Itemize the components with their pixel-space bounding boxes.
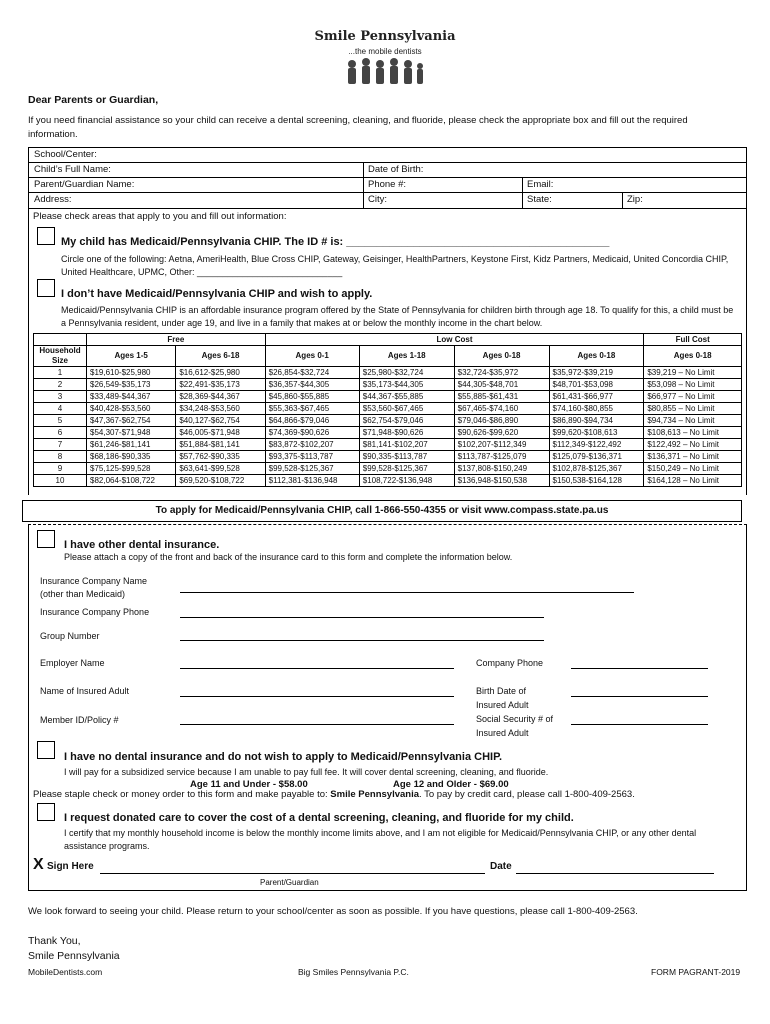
income-cell: $136,948-$150,538 (454, 475, 549, 487)
footer-form-id: FORM PAGRANT-2019 (651, 967, 741, 977)
income-cell: $33,489-$44,367 (87, 391, 176, 403)
household-size-cell: 1 (34, 367, 87, 379)
divider (522, 178, 523, 208)
label-birth-date: Birth Date of (476, 686, 527, 696)
zip-field[interactable]: Zip: (627, 194, 643, 205)
fee-under-11: Age 11 and Under - $58.00 (190, 779, 308, 790)
table-row (34, 463, 742, 475)
household-size-cell: 10 (34, 475, 87, 487)
income-cell: $102,207-$112,349 (454, 439, 549, 451)
income-cell: $122,492 – No Limit (644, 439, 742, 451)
divider (363, 163, 364, 208)
checkbox-other-insurance[interactable] (37, 530, 55, 548)
option-no-insurance-body: I will pay for a subsidized service because I am unable to pay full fee. It will cover dental screening, cleaning, and fluoride. (64, 767, 549, 777)
income-cell: $102,878-$125,367 (549, 463, 644, 475)
employer-name-input[interactable] (180, 667, 454, 669)
income-cell: $28,369-$44,367 (176, 391, 265, 403)
option-no-insurance-title: I have no dental insurance and do not wish to apply to Medicaid/Pennsylvania CHIP. (64, 751, 503, 763)
city-field[interactable]: City: (368, 194, 387, 205)
income-cell: $26,549-$35,173 (87, 379, 176, 391)
checkbox-apply-chip[interactable] (37, 279, 55, 297)
income-cell: $44,305-$48,701 (454, 379, 549, 391)
income-cell: $150,538-$164,128 (549, 475, 644, 487)
birth-date-input[interactable] (571, 695, 708, 697)
income-cell: $54,307-$71,948 (87, 427, 176, 439)
label-company-name-note: (other than Medicaid) (40, 589, 126, 599)
state-field[interactable]: State: (527, 194, 552, 205)
email-field[interactable]: Email: (527, 179, 554, 190)
school-field[interactable]: School/Center: (34, 149, 97, 160)
income-cell: $75,125-$99,528 (87, 463, 176, 475)
option-donated-body: I certify that my monthly household income is below the monthly income limits above, and I am not eligible for Medicaid/Pennsylvania CHIP, or any other dental assistance programs. (64, 828, 697, 851)
household-size-cell: 8 (34, 451, 87, 463)
divider (622, 193, 623, 208)
member-id-input[interactable] (180, 723, 454, 725)
income-cell: $48,701-$53,098 (549, 379, 644, 391)
intro-text: If you need financial assistance so your child can receive a dental screening, cleaning, and fluoride, please check the appropriate box and fill out the required information. (28, 115, 688, 140)
logo-brand: Smile Pennsylvania (314, 29, 456, 44)
option-apply-title: I don’t have Medicaid/Pennsylvania CHIP and wish to apply. (61, 288, 373, 300)
label-company-name: Insurance Company Name (40, 576, 148, 586)
checkbox-donated-care[interactable] (37, 803, 55, 821)
parent-guardian-label: Parent/Guardian (260, 878, 319, 887)
logo (314, 22, 456, 88)
income-cell: $74,369-$90,626 (265, 427, 359, 439)
label-company-phone: Insurance Company Phone (40, 607, 150, 617)
income-cell: $26,854-$32,724 (265, 367, 359, 379)
income-cell: $64,866-$79,046 (265, 415, 359, 427)
info-row-parent (29, 178, 746, 193)
fee-over-12: Age 12 and Older - $69.00 (393, 779, 509, 790)
option-other-insurance-body: Please attach a copy of the front and back of the insurance card to this form and complete the information below. (64, 552, 513, 562)
income-cell: $125,079-$136,371 (549, 451, 644, 463)
income-cell: $35,972-$39,219 (549, 367, 644, 379)
logo-tagline: ...the mobile dentists (348, 47, 422, 56)
col-header: Ages 0-18 (454, 346, 549, 367)
income-cell: $46,005-$71,948 (176, 427, 265, 439)
table-header-row (34, 346, 742, 367)
label-employer-name: Employer Name (40, 658, 105, 668)
income-cell: $67,465-$74,160 (454, 403, 549, 415)
table-row (34, 415, 742, 427)
option-apply-body: Medicaid/Pennsylvania CHIP is an affordable insurance program offered by the State of Pennsylvania for children birth through age 18. To qualify for this, a child must be a Pennsylvania resident, under age 19, and live in a family that makes at or below the monthly income in the chart below. (61, 305, 734, 328)
staple-text: Please staple check or money order to this form and make payable to: (33, 789, 328, 800)
option-other-insurance-title: I have other dental insurance. (64, 539, 220, 551)
thank-you: Thank You, (28, 935, 81, 947)
apply-banner: To apply for Medicaid/Pennsylvania CHIP, call 1-866-550-4355 or visit www.compass.state.pa.us (22, 500, 742, 522)
income-cell: $99,528-$125,367 (265, 463, 359, 475)
income-table (33, 333, 742, 487)
income-cell: $112,381-$136,948 (265, 475, 359, 487)
income-cell: $44,367-$55,885 (359, 391, 454, 403)
table-corner (34, 334, 87, 346)
income-cell: $55,885-$61,431 (454, 391, 549, 403)
table-row (34, 367, 742, 379)
income-cell: $16,612-$25,980 (176, 367, 265, 379)
sign-x: X (33, 856, 44, 873)
income-cell: $150,249 – No Limit (644, 463, 742, 475)
income-cell: $55,363-$67,465 (265, 403, 359, 415)
footer-company: Big Smiles Pennsylvania P.C. (298, 967, 409, 977)
income-cell: $63,641-$99,528 (176, 463, 265, 475)
col-household: Household Size (34, 346, 87, 367)
income-cell: $39,219 – No Limit (644, 367, 742, 379)
income-cell: $68,186-$90,335 (87, 451, 176, 463)
income-cell: $71,948-$90,626 (359, 427, 454, 439)
income-cell: $83,872-$102,207 (265, 439, 359, 451)
income-cell: $137,808-$150,249 (454, 463, 549, 475)
group-full-cost: Full Cost (644, 334, 742, 346)
household-size-cell: 9 (34, 463, 87, 475)
table-row (34, 391, 742, 403)
income-cell: $81,141-$102,207 (359, 439, 454, 451)
table-row (34, 379, 742, 391)
income-cell: $108,613 – No Limit (644, 427, 742, 439)
income-cell: $79,046-$86,890 (454, 415, 549, 427)
col-header: Ages 1-18 (359, 346, 454, 367)
income-cell: $40,127-$62,754 (176, 415, 265, 427)
income-cell: $36,357-$44,305 (265, 379, 359, 391)
income-cell: $19,610-$25,980 (87, 367, 176, 379)
group-low-cost: Low Cost (265, 334, 644, 346)
ssn-input[interactable] (571, 723, 708, 725)
income-cell: $47,367-$62,754 (87, 415, 176, 427)
info-row-school (29, 148, 746, 163)
closing-text: We look forward to seeing your child. Please return to your school/center as soon as possible. If you have questions, please call 1-800-409-2563. (28, 906, 638, 917)
group-number-input[interactable] (180, 639, 544, 641)
income-cell: $112,349-$122,492 (549, 439, 644, 451)
income-cell: $80,855 – No Limit (644, 403, 742, 415)
income-cell: $62,754-$79,046 (359, 415, 454, 427)
info-box (28, 147, 747, 209)
income-cell: $61,431-$66,977 (549, 391, 644, 403)
label-member-id: Member ID/Policy # (40, 715, 119, 725)
staple-instruction (33, 789, 635, 800)
household-size-cell: 3 (34, 391, 87, 403)
income-cell: $61,246-$81,141 (87, 439, 176, 451)
table-row (34, 439, 742, 451)
option-medicaid-body: Circle one of the following: Aetna, AmeriHealth, Blue Cross CHIP, Gateway, Geisinger, HealthPartners, Keystone First, Kidz Partners, Medicaid, United Concordia CHIP, United Healthcare, UPMC, Other: _____________________________ (61, 254, 729, 277)
insured-adult-input[interactable] (180, 695, 454, 697)
household-size-cell: 5 (34, 415, 87, 427)
option-donated-title: I request donated care to cover the cost of a dental screening, cleaning, and fluoride for my child. (64, 812, 574, 824)
income-cell: $136,371 – No Limit (644, 451, 742, 463)
checkbox-medicaid[interactable] (37, 227, 55, 245)
staple-payee: Smile Pennsylvania (330, 789, 420, 800)
company-phone-input[interactable] (180, 616, 544, 618)
household-size-cell: 2 (34, 379, 87, 391)
table-row (34, 427, 742, 439)
household-size-cell: 4 (34, 403, 87, 415)
income-cell: $35,173-$44,305 (359, 379, 454, 391)
label-group-number: Group Number (40, 631, 100, 641)
label-insured-adult: Name of Insured Adult (40, 686, 130, 696)
income-cell: $113,787-$125,079 (454, 451, 549, 463)
income-cell: $69,520-$108,722 (176, 475, 265, 487)
table-group-row (34, 334, 742, 346)
income-cell: $108,722-$136,948 (359, 475, 454, 487)
income-cell: $93,375-$113,787 (265, 451, 359, 463)
info-row-address (29, 193, 746, 208)
income-cell: $34,248-$53,560 (176, 403, 265, 415)
income-cell: $94,734 – No Limit (644, 415, 742, 427)
income-cell: $90,626-$99,620 (454, 427, 549, 439)
income-cell: $45,860-$55,885 (265, 391, 359, 403)
org-name: Smile Pennsylvania (28, 950, 120, 962)
table-row (34, 475, 742, 487)
signature-input[interactable] (100, 872, 485, 874)
income-cell: $164,128 – No Limit (644, 475, 742, 487)
label-ssn: Social Security # of (476, 714, 554, 724)
phone-field[interactable]: Phone #: (368, 179, 407, 190)
info-row-child (29, 163, 746, 178)
col-header: Ages 0-18 (644, 346, 742, 367)
income-cell: $51,884-$81,141 (176, 439, 265, 451)
income-cell: $99,620-$108,613 (549, 427, 644, 439)
col-header: Ages 0-18 (549, 346, 644, 367)
income-cell: $66,977 – No Limit (644, 391, 742, 403)
label-employer-phone: Company Phone (476, 658, 544, 668)
dob-field[interactable]: Date of Birth: (368, 164, 424, 175)
address-field[interactable]: Address: (34, 194, 72, 205)
income-cell: $74,160-$80,855 (549, 403, 644, 415)
staple-credit: . To pay by credit card, please call 1-800-409-2563. (419, 789, 635, 800)
income-cell: $32,724-$35,972 (454, 367, 549, 379)
employer-phone-input[interactable] (571, 667, 708, 669)
date-input[interactable] (516, 872, 714, 874)
company-name-input[interactable] (180, 591, 634, 593)
greeting: Dear Parents or Guardian, (28, 94, 159, 106)
income-cell: $22,491-$35,173 (176, 379, 265, 391)
col-header: Ages 6-18 (176, 346, 265, 367)
col-header: Ages 0-1 (265, 346, 359, 367)
income-cell: $82,064-$108,722 (87, 475, 176, 487)
income-cell: $90,335-$113,787 (359, 451, 454, 463)
income-cell: $53,098 – No Limit (644, 379, 742, 391)
income-cell: $40,428-$53,560 (87, 403, 176, 415)
sign-here-label: Sign Here (47, 861, 94, 872)
group-free: Free (87, 334, 266, 346)
label-ssn-2: Insured Adult (476, 728, 529, 738)
table-row (34, 403, 742, 415)
income-cell: $25,980-$32,724 (359, 367, 454, 379)
child-name-field[interactable]: Child’s Full Name: (34, 164, 111, 175)
checkbox-no-insurance[interactable] (37, 741, 55, 759)
income-cell: $53,560-$67,465 (359, 403, 454, 415)
income-cell: $57,762-$90,335 (176, 451, 265, 463)
footer-website: MobileDentists.com (28, 967, 103, 977)
table-row (34, 451, 742, 463)
col-header: Ages 1-5 (87, 346, 176, 367)
household-size-cell: 6 (34, 427, 87, 439)
household-size-cell: 7 (34, 439, 87, 451)
parent-name-field[interactable]: Parent/Guardian Name: (34, 179, 135, 190)
check-areas-instruction: Please check areas that apply to you and fill out information: (33, 211, 287, 222)
income-cell: $99,528-$125,367 (359, 463, 454, 475)
label-birth-date-2: Insured Adult (476, 700, 529, 710)
date-label: Date (490, 861, 512, 872)
income-cell: $86,890-$94,734 (549, 415, 644, 427)
option-medicaid-title: My child has Medicaid/Pennsylvania CHIP. The ID # is: ___________________________________________ (61, 236, 610, 248)
